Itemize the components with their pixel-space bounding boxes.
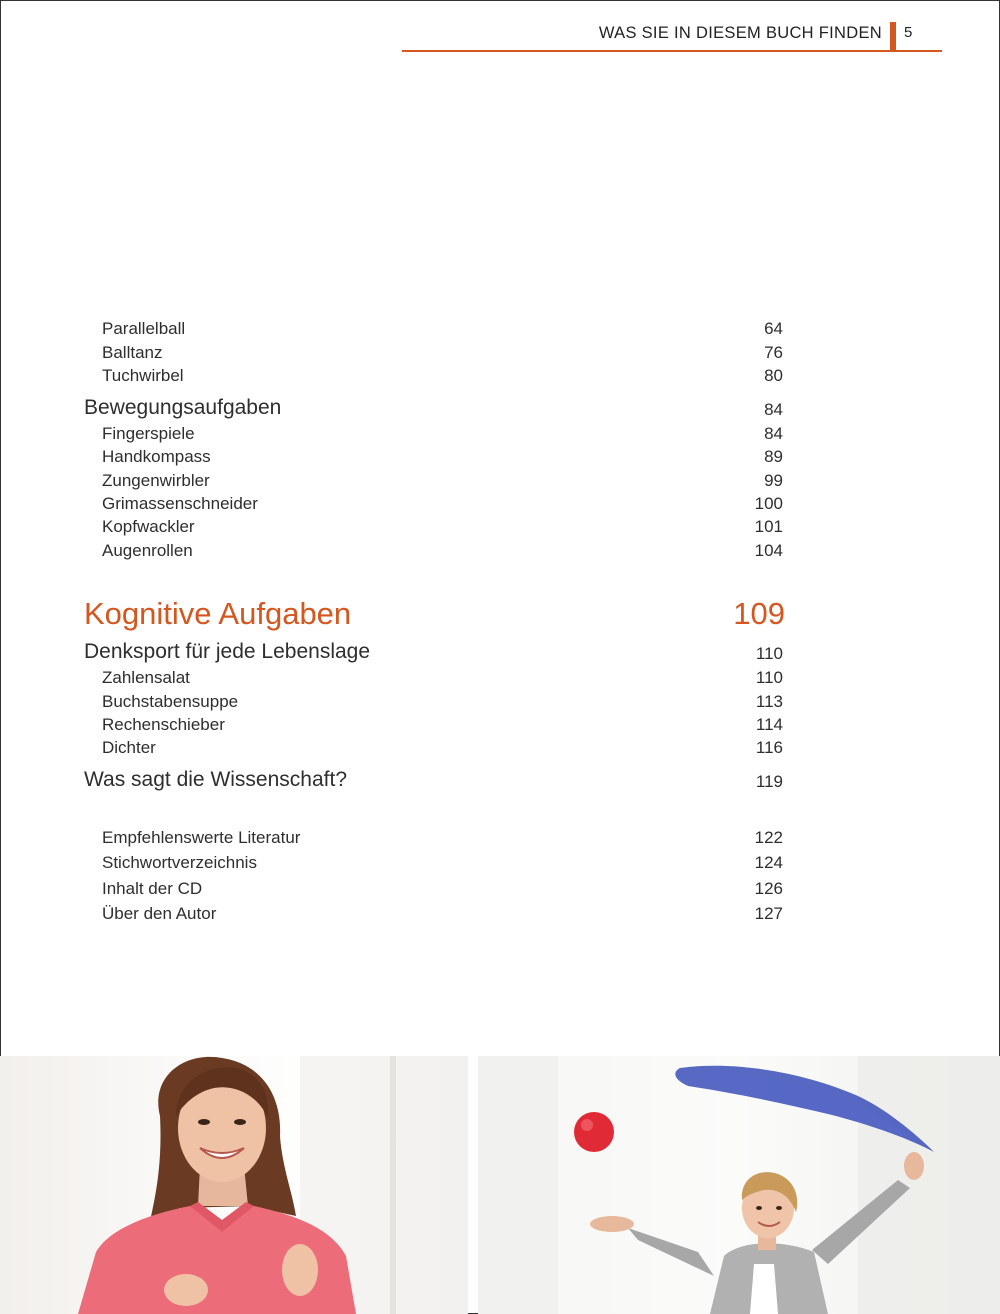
toc-section-page: 84: [764, 400, 783, 419]
running-header: [402, 20, 942, 53]
running-header-title: WAS SIE IN DIESEM BUCH FINDEN: [598, 24, 882, 42]
toc-entry-page: 76: [764, 343, 783, 362]
toc-section-page: 110: [755, 644, 783, 663]
photo-woman-pink-shirt: [0, 1056, 468, 1314]
page-number: 5: [904, 24, 913, 41]
toc-section-label: Bewegungsaufgaben: [84, 396, 282, 419]
toc-entry-label: Handkompass: [102, 447, 211, 466]
header-accent-marker: [890, 22, 896, 50]
toc-entry-page: 124: [754, 853, 783, 872]
toc-entry-label: Kopfwackler: [102, 517, 195, 536]
toc-entry-page: 64: [764, 319, 783, 338]
toc-entry-label: Fingerspiele: [102, 424, 195, 443]
toc-entry-label: Zahlensalat: [102, 668, 190, 687]
toc-section-page: 119: [755, 772, 783, 791]
toc-entry-label: Buchstabensuppe: [102, 692, 239, 711]
toc-entry-label: Stichwortverzeichnis: [102, 853, 257, 872]
toc-section-label: Denksport für jede Lebenslage: [84, 640, 371, 663]
toc-entry-page: 127: [754, 904, 783, 923]
toc-entry-page: 126: [754, 879, 783, 898]
photo-woman-ball-scarf: [478, 1056, 1000, 1314]
toc-entry-label: Parallelball: [102, 319, 186, 338]
toc-entry-page: 84: [764, 424, 783, 443]
header-rule: [402, 50, 942, 52]
toc-entry-page: 80: [764, 366, 783, 385]
toc-entry-page: 122: [754, 828, 783, 847]
toc-entry-page: 114: [755, 715, 783, 734]
toc-chapter-label: Kognitive Aufgaben: [84, 596, 352, 631]
toc-entry-label: Dichter: [102, 738, 156, 757]
photo-woman-ball-scarf-illustration: [478, 1056, 1000, 1314]
toc-entry-page: 99: [764, 471, 783, 490]
toc-entry-label: Tuchwirbel: [102, 366, 184, 385]
toc-entry-page: 89: [764, 447, 783, 466]
toc-entry-label: Rechenschieber: [102, 715, 225, 734]
toc-entry-label: Zungenwirbler: [102, 471, 210, 490]
toc-entry-page: 101: [754, 517, 783, 536]
toc-entry-label: Empfehlenswerte Literatur: [102, 828, 301, 847]
toc-entry-page: 116: [755, 738, 783, 757]
toc-entry-page: 104: [754, 541, 783, 560]
toc-entry-page: 100: [754, 494, 783, 513]
toc-entry-label: Augenrollen: [102, 541, 193, 560]
toc-entry-label: Inhalt der CD: [102, 879, 203, 898]
toc-chapter-page: 109: [733, 596, 785, 631]
toc-section-label: Was sagt die Wissenschaft?: [84, 768, 347, 791]
toc-entry-page: 113: [755, 692, 783, 711]
photo-woman-pink-shirt-illustration: [0, 1056, 468, 1314]
toc-entry-page: 110: [755, 668, 783, 687]
toc-entry-label: Grimassenschneider: [102, 494, 258, 513]
toc-entry-label: Über den Autor: [102, 904, 217, 923]
toc-entry-label: Balltanz: [102, 343, 163, 362]
